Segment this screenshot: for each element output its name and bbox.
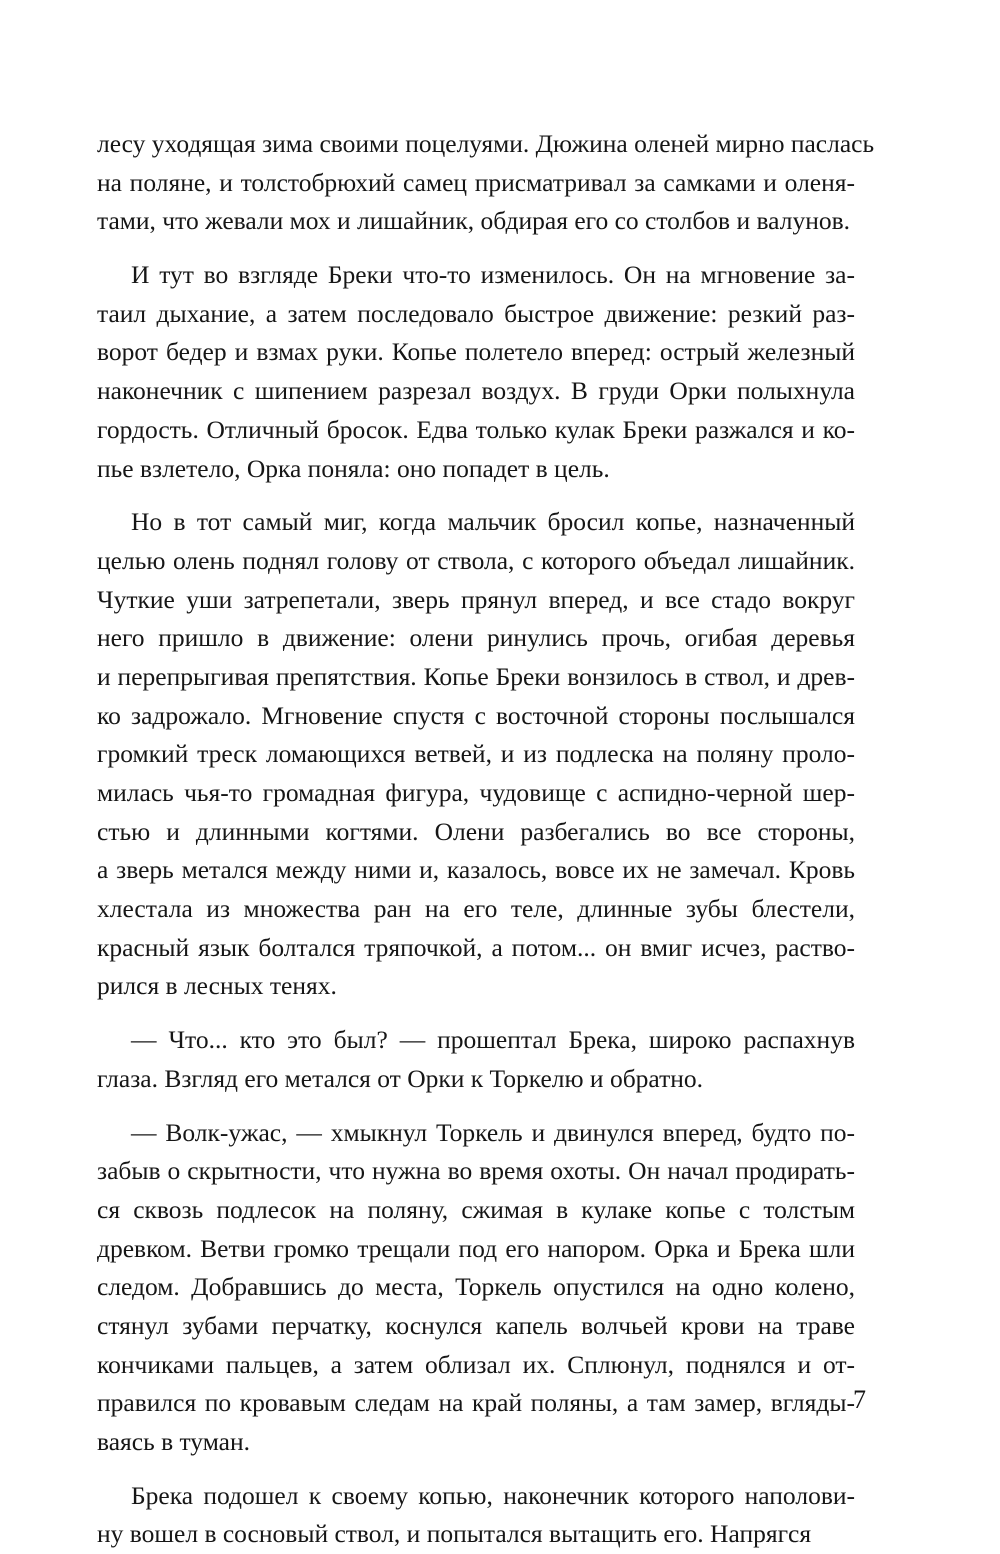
text-line: таил дыхание, а затем последовало быстрое движение: резкий раз- [97, 298, 855, 328]
text-line: на поляне, и толстобрюхий самец присматривал за самками и оленя- [97, 167, 855, 197]
text-line: забыв о скрытности, что нужна во время охоты. Он начал продирать- [97, 1156, 855, 1186]
body-text [97, 125, 875, 1554]
paragraph-gap [97, 488, 855, 503]
text-line: громкий треск ломающихся ветвей, и из подлеска на поляну проло- [97, 739, 855, 769]
text-line: а зверь метался между ними и, казалось, вовсе их не замечал. Кровь [97, 855, 855, 885]
paragraph-gap [97, 1099, 855, 1114]
text-line: рился в лесных тенях. [97, 971, 337, 1001]
text-line: Но в тот самый миг, когда мальчик бросил копье, назначенный [131, 507, 855, 537]
text-line: ну вошел в сосновый ствол, и попытался вытащить его. Напрягся [97, 1519, 812, 1549]
text-line: лесу уходящая зима своими поцелуями. Дюжина оленей мирно паслась [97, 129, 875, 158]
text-line: — Что... кто это был? — прошептал Брека, широко распахнув [131, 1025, 855, 1055]
text-line: милась чья-то громадная фигура, чудовище с аспидно-черной шер- [97, 778, 855, 807]
text-line: красный язык болтался тряпочкой, а потом... он вмиг исчез, раство- [97, 932, 855, 962]
paragraph-gap [97, 241, 855, 256]
text-line: ся сквозь подлесок на поляну, сжимая в кулаке копье с толстым [97, 1194, 855, 1224]
text-line: стью и длинными когтями. Олени разбегались во все стороны, [97, 816, 855, 846]
page-number: 7 [853, 1385, 866, 1414]
text-line: следом. Добравшись до места, Торкель опустился на одно колено, [97, 1272, 855, 1302]
text-line: ваясь в туман. [97, 1427, 251, 1456]
text-line: тами, что жевали мох и лишайник, обдирая его со столбов и валунов. [97, 206, 851, 236]
text-line: Чуткие уши затрепетали, зверь прянул вперед, и все стадо вокруг [97, 584, 855, 614]
paragraph-gap [97, 1462, 855, 1477]
text-line: кончиками пальцев, а затем облизал их. Сплюнул, поднялся и от- [97, 1349, 855, 1379]
text-line: хлестала из множества ран на его теле, длинные зубы блестели, [97, 894, 855, 924]
text-line: него пришло в движение: олени ринулись прочь, огибая деревья [97, 623, 855, 653]
paragraph [97, 503, 855, 1006]
text-line: древком. Ветви громко трещали под его напором. Орка и Брека шли [97, 1233, 855, 1263]
text-line: правился по кровавым следам на край поляны, а там замер, вгляды- [97, 1388, 855, 1418]
text-line: И тут во взгляде Бреки что-то изменилось. Он на мгновение за- [131, 260, 855, 290]
text-line: ко задрожало. Мгновение спустя с восточной стороны послышался [97, 700, 855, 730]
text-line: — Волк-ужас, — хмыкнул Торкель и двинулся вперед, будто по- [131, 1117, 855, 1147]
text-line: целью олень поднял голову от ствола, с которого объедал лишайник. [97, 545, 855, 575]
text-line: наконечник с шипением разрезал воздух. В груди Орки полыхнула [97, 376, 855, 406]
paragraph-gap [97, 1006, 855, 1021]
text-line: Брека подошел к своему копью, наконечник которого наполови- [131, 1480, 855, 1510]
text-line: гордость. Отличный бросок. Едва только кулак Бреки разжался и ко- [97, 414, 855, 444]
paragraph [97, 1021, 855, 1098]
text-line: пье взлетело, Орка поняла: оно попадет в цель. [97, 453, 610, 483]
paragraph [97, 256, 855, 488]
text-line: глаза. Взгляд его метался от Орки к Торкелю и обратно. [97, 1063, 703, 1093]
paragraph [97, 1477, 855, 1554]
text-line: стянул зубами перчатку, коснулся капель волчьей крови на траве [97, 1310, 855, 1340]
text-line: ворот бедер и взмах руки. Копье полетело вперед: острый железный [97, 337, 855, 367]
paragraph [97, 125, 875, 241]
paragraph [97, 1114, 855, 1462]
text-line: и перепрыгивая препятствия. Копье Бреки вонзилось в ствол, и древ- [97, 661, 855, 691]
